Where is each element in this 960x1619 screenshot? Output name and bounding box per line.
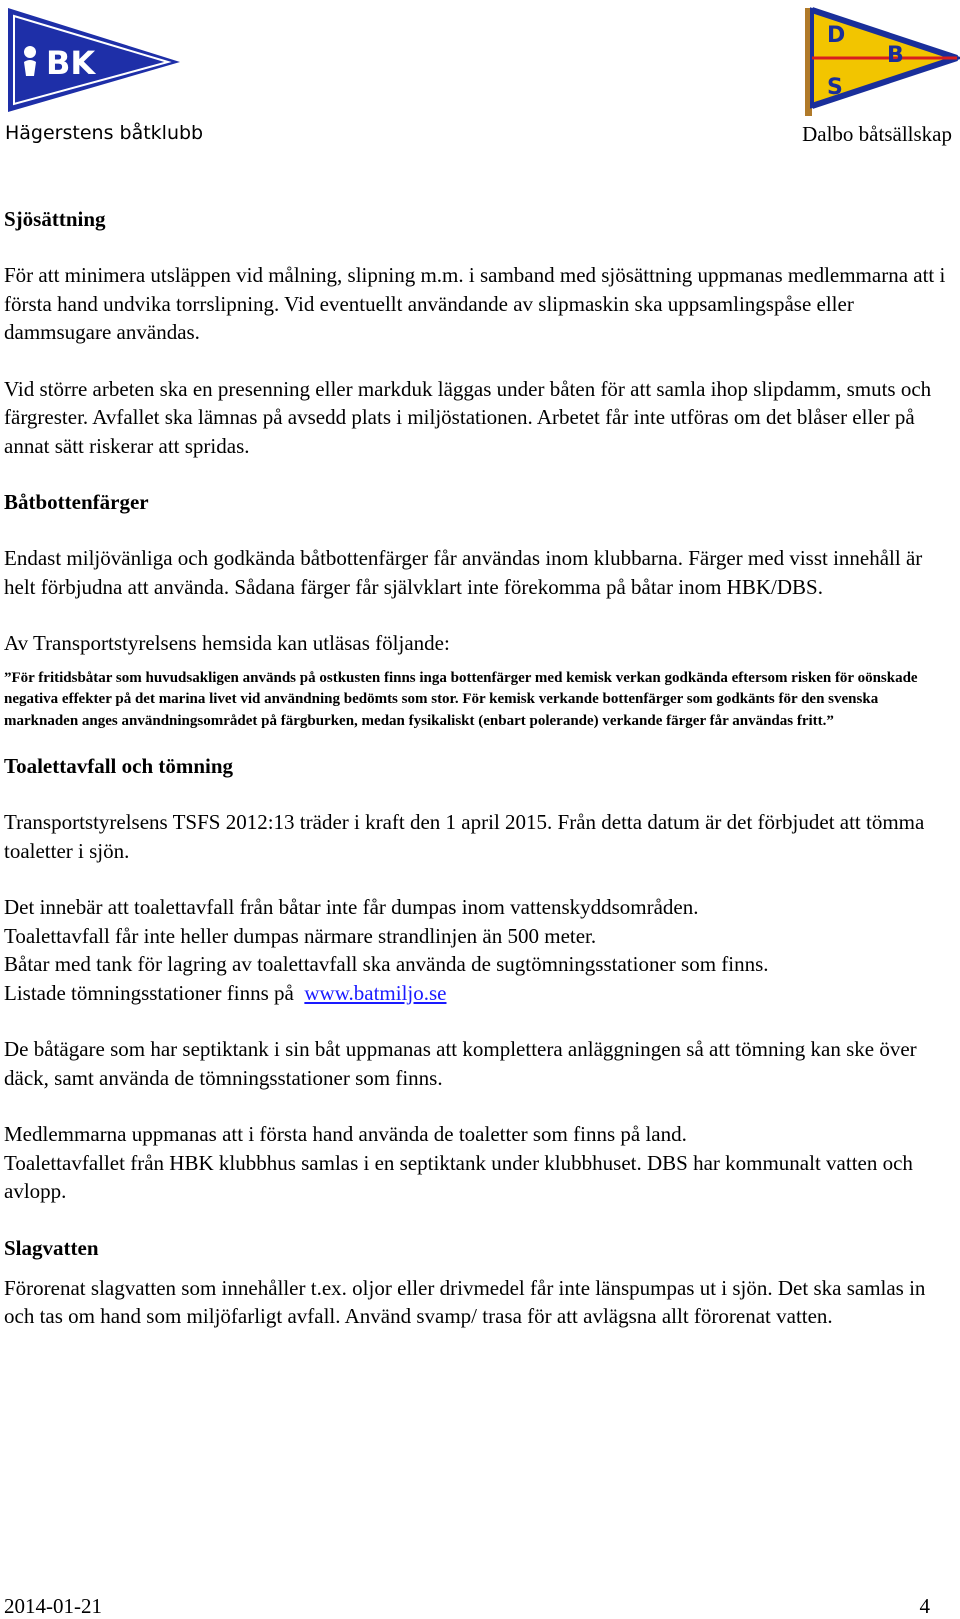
heading-batbottenfarger: Båtbottenfärger bbox=[4, 490, 149, 514]
paragraph: Toalettavfall får inte heller dumpas närmare strandlinjen än 500 meter. bbox=[4, 923, 597, 948]
hbk-pennant-logo bbox=[0, 0, 190, 118]
heading-toalettavfall: Toalettavfall och tömning bbox=[4, 754, 234, 778]
club-name-right: Dalbo båtsällskap bbox=[802, 122, 952, 146]
dbs-pennant-logo bbox=[805, 0, 960, 118]
paragraph-with-link bbox=[4, 979, 948, 1008]
paragraph: För att minimera utsläppen vid målning, slipning m.m. i samband med sjösättning uppmanas medlemmarna att i första hand undvika torrslipning. Vid eventuellt användande av slipmaskin ska uppsamlingspåse eller dammsugare användas. bbox=[4, 263, 946, 344]
hbk-logo-text: BK bbox=[46, 44, 96, 82]
dbs-letter-s: S bbox=[827, 75, 843, 100]
heading-sjosattning: Sjösättning bbox=[4, 207, 106, 231]
dbs-letter-b: B bbox=[887, 43, 904, 68]
footer-date: 2014-01-21 bbox=[4, 1594, 102, 1618]
paragraph: Endast miljövänliga och godkända båtbottenfärger får användas inom klubbarna. Färger med visst innehåll är helt förbjudna att använda. Sådana färger får självklart inte förekomma på båtar inom HBK/DBS. bbox=[4, 546, 923, 599]
club-name-left: Hägerstens båtklubb bbox=[5, 122, 204, 144]
batmiljo-link[interactable]: www.batmiljo.se bbox=[304, 980, 447, 1005]
quote-block: ”För fritidsbåtar som huvudsakligen används på ostkusten finns inga bottenfärger med kemisk verkan godkända eftersom risken för oönskade negativa effekter på det marina livet vid användning bedömts som stor. För kemisk verkande bottenfärger som godkänts för den svenska marknaden anges användningsområdet på färgburken, medan fysikaliskt (enbart polerande) verkande färger får användas fritt.” bbox=[4, 669, 918, 729]
paragraph: Transportstyrelsens TSFS 2012:13 träder i kraft den 1 april 2015. Från detta datum är det förbjudet att tömma toaletter i sjön. bbox=[4, 810, 925, 863]
link-intro: Listade tömningsstationer finns på bbox=[4, 980, 294, 1005]
dbs-letter-d: D bbox=[827, 23, 846, 48]
paragraph: De båtägare som har septiktank i sin båt uppmanas att komplettera anläggningen så att tömning kan ske över däck, samt använda de tömningsstationer som finns. bbox=[4, 1037, 917, 1090]
page-number: 4 bbox=[919, 1594, 930, 1618]
paragraph: Av Transportstyrelsens hemsida kan utläsas följande: bbox=[4, 631, 450, 655]
paragraph: Vid större arbeten ska en presenning eller markduk läggas under båten för att samla ihop slipdamm, smuts och färgrester. Avfallet ska lämnas på avsedd plats i miljöstationen. Arbetet får inte utföras om det blåser eller på annat sätt riskerar att spridas. bbox=[4, 376, 932, 458]
paragraph: Toalettavfallet från HBK klubbhus samlas i en septiktank under klubbhuset. DBS har kommunalt vatten och avlopp. bbox=[4, 1150, 913, 1203]
document-body bbox=[4, 205, 948, 1331]
paragraph: Båtar med tank för lagring av toalettavfall ska använda de sugtömningsstationer som finns. bbox=[4, 952, 769, 976]
paragraph: Förorenat slagvatten som innehåller t.ex. oljor eller drivmedel får inte länspumpas ut i sjön. Det ska samlas in och tas om hand som miljöfarligt avfall. Använd svamp/ trasa för att avlägsna allt förorenat vatten. bbox=[4, 1275, 926, 1328]
heading-slagvatten: Slagvatten bbox=[4, 1235, 99, 1260]
paragraph: Medlemmarna uppmanas att i första hand använda de toaletter som finns på land. bbox=[4, 1122, 687, 1146]
paragraph: Det innebär att toalettavfall från båtar inte får dumpas inom vattenskyddsområden. bbox=[4, 895, 699, 919]
